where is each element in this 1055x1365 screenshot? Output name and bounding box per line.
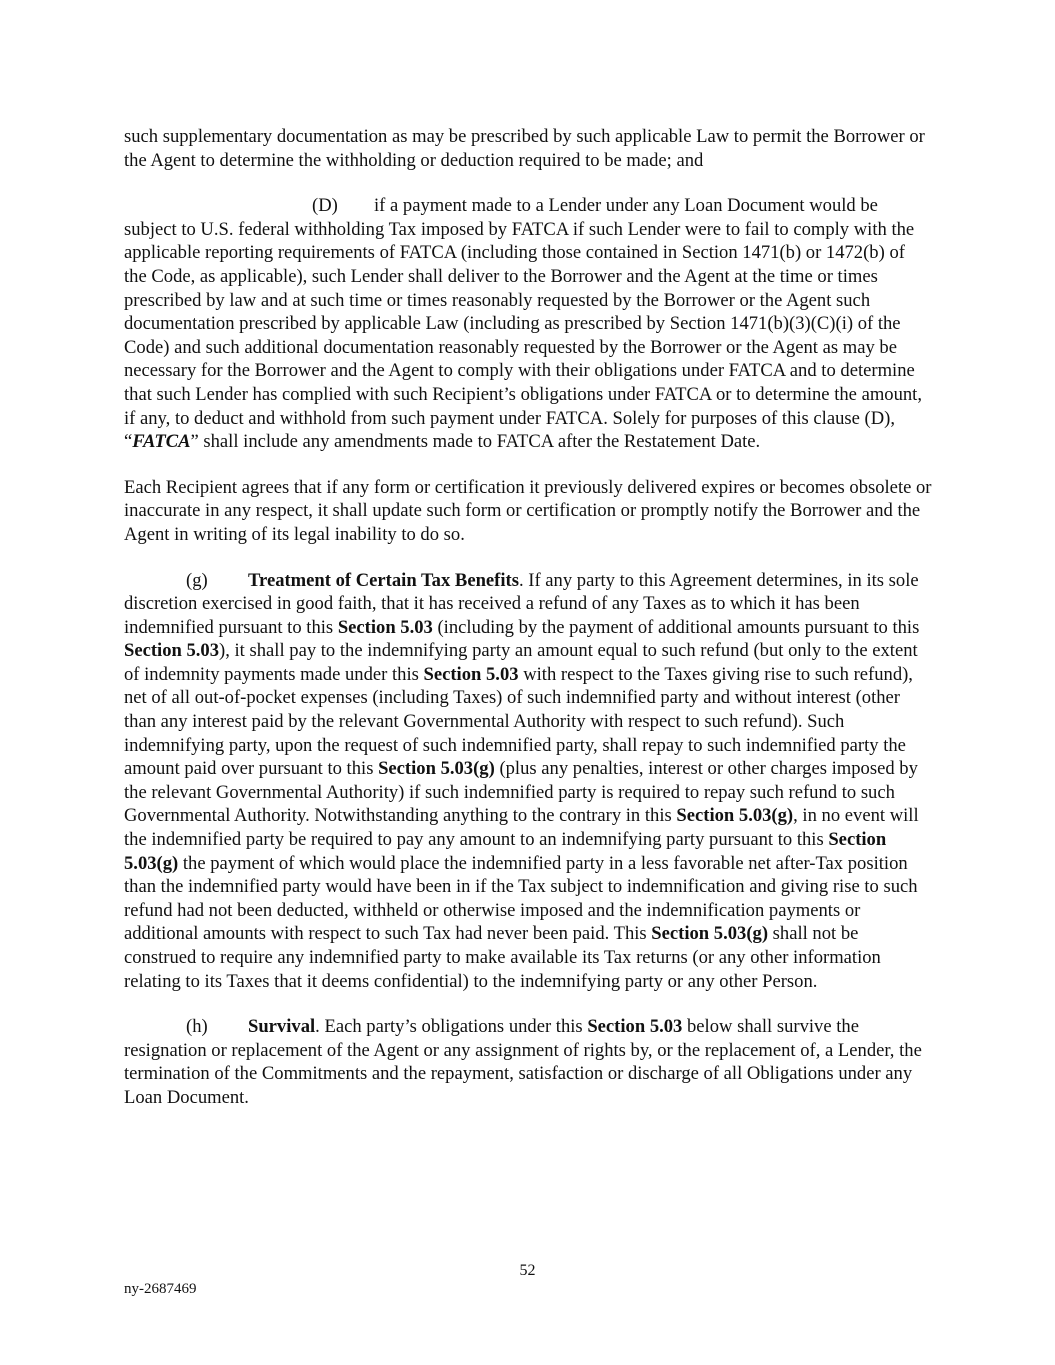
section-ref: Section 5.03 [423,663,519,685]
clause-d-text: if a payment made to a Lender under any Loan Document would be subject to U.S. federal withholding Tax imposed by FATCA if such Lender were to fail to comply with the applicable reporting requirements of FATCA (including those contained in Section 1471(b) or 1472(b) of the Code, as applicable), such Lender shall deliver to the Borrower and the Agent at the time or times prescribed by law and at such time or times reasonably requested by the Borrower or the Agent such documentation prescribed by applicable Law (including as prescribed by Section 1471(b)(3)(C)(i) of the Code) and such additional documentation reasonably requested by the Borrower or the Agent as may be necessary for the Borrower and the Agent to comply with their obligations under FATCA and to determine that such Lender has complied with such Recipient’s obligations under FATCA or to determine the amount, if any, to deduct and withhold from such payment under FATCA. Solely for purposes of this clause (D), “ [124,195,922,453]
document-id: ny-2687469 [124,1281,197,1297]
section-h [124,1015,932,1109]
section-ref: Section 5.03 [587,1016,683,1038]
section-h-label: (h) [186,1016,208,1038]
fatca-defined-term: FATCA [132,431,191,453]
section-h-text: below shall survive the resignation or replacement of the Agent or any assignment of rights by, or the replacement of, a Lender, the termination of the Commitments and the repayment, satisfaction or discharge of all Obligations under any Loan Document. [124,1016,922,1108]
section-ref: Section 5.03(g) [651,923,769,945]
section-g-text: shall not be construed to require any indemnified party to make available its Tax returns (or any other information relating to its Taxes that it deems confidential) to the indemnifying party or any other Person. [124,923,881,992]
paragraph-supplementary-documentation: such supplementary documentation as may be prescribed by such applicable Law to permit the Borrower or the Agent to determine the withholding or deduction required to be made; and [124,126,925,171]
section-g-text: the payment of which would place the indemnified party in a less favorable net after-Tax position than the indemnified party would have been in if the Tax subject to indemnification and giving rise to such refund had not been deducted, withheld or otherwise imposed and the indemnification payments or additional amounts with respect to such Tax had never been paid. This [124,852,918,945]
section-ref: Section 5.03(g) [378,758,495,780]
section-g-text: ), it shall pay to the indemnifying party an amount equal to such refund (but only to the extent of indemnity payments made under this [124,640,918,685]
section-ref: Section 5.03 [337,616,433,638]
clause-d [124,194,932,454]
clause-d-text-end: ” shall include any amendments made to FATCA after the Restatement Date. [190,431,761,453]
section-ref: Section 5.03(g) [124,829,887,874]
paragraph-each-recipient: Each Recipient agrees that if any form or certification it previously delivered expires or becomes obsolete or inaccurate in any respect, it shall update such form or certification or promptly notify the Borrower and the Agent in writing of its legal inability to do so. [124,476,932,545]
section-g-text: (including by the payment of additional amounts pursuant to this [432,616,920,638]
document-page [124,125,932,1110]
section-h-heading: Survival [248,1016,316,1038]
section-g [124,569,932,994]
section-g-text: . If any party to this Agreement determines, in its sole discretion exercised in good faith, that it has received a refund of any Taxes as to which it has been indemnified pursuant to this [124,569,919,638]
section-g-label: (g) [186,569,208,591]
section-g-text: (plus any penalties, interest or other charges imposed by the relevant Governmental Authority) if such indemnified party is required to repay such refund to such Governmental Authority. Notwithstanding anything to the contrary in this [124,758,918,827]
section-ref: Section 5.03(g) [676,805,794,827]
page-number: 52 [519,1262,536,1279]
section-g-text: , in no event will the indemnified party be required to pay any amount to an indemnifying party pursuant to this [124,805,919,851]
section-h-text: . Each party’s obligations under this [315,1016,588,1038]
section-g-heading: Treatment of Certain Tax Benefits [248,569,519,591]
section-ref: Section 5.03 [124,640,220,662]
section-g-text: with respect to the Taxes giving rise to such refund), net of all out-of-pocket expenses (including Taxes) of such indemnified party and without interest (other than any interest paid by the relevant Governmental Authority with respect to such refund). Such indemnifying party, upon the request of such indemnified party, shall repay to such indemnified party the amount paid over pursuant to this [124,663,913,780]
clause-d-label: (D) [312,195,338,217]
